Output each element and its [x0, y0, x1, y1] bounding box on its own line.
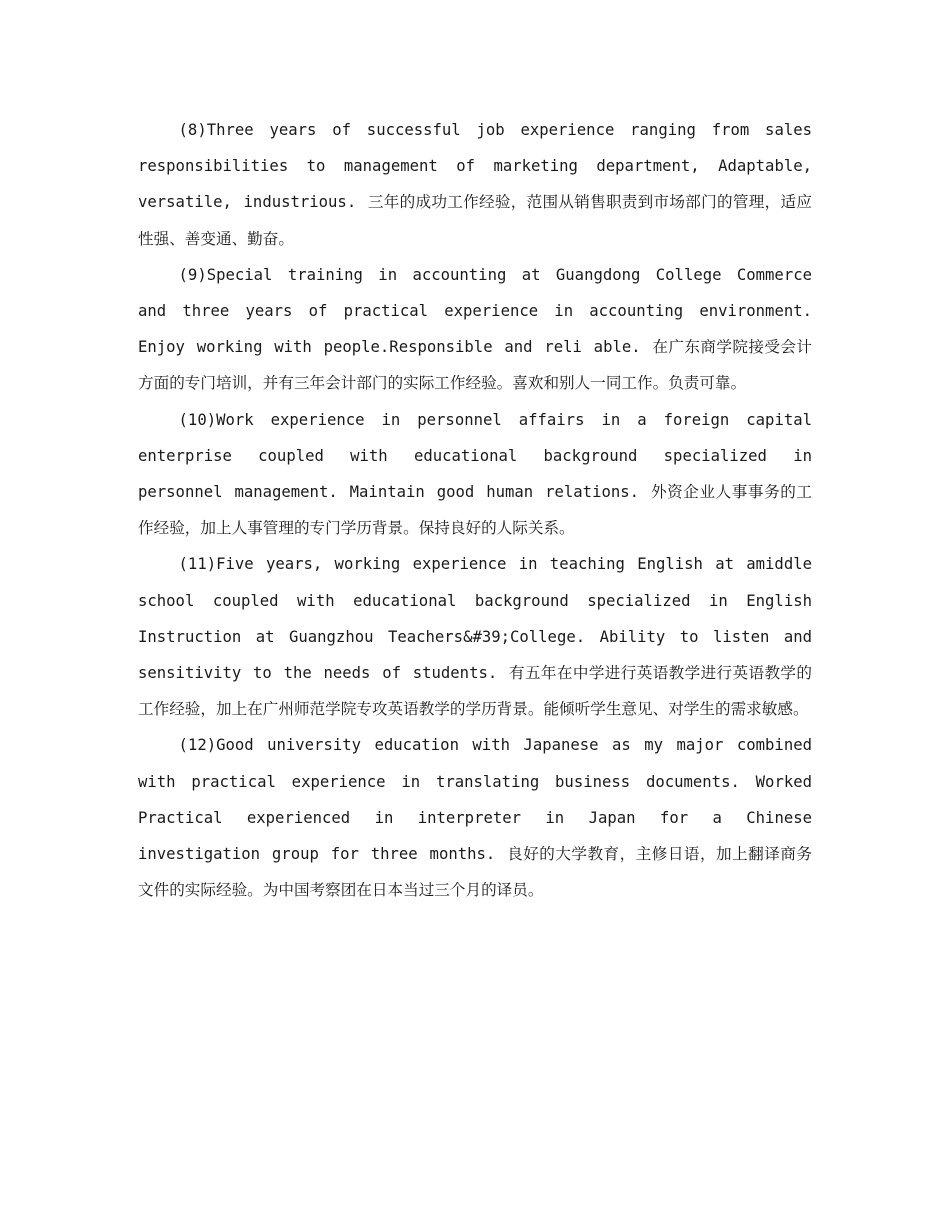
paragraph-11: (11)Five years, working experience in teaching English at amiddle school coupled with educational background specialized in English Instruction at Guangzhou Teachers&#39;College. Ability to listen and sensitivity to the needs of students. 有五年在中学进行英语教学进行英语教学的工作经验，加上在广州师范学院专攻英语教学的学历背景。能倾听学生意见、对学生的需求敏感。 — [138, 555, 812, 719]
paragraph-12: (12)Good university education with Japanese as my major combined with practical experience in translating business documents. Worked Practical experienced in interpreter in Japan for a Chinese investigation group for three months. 良好的大学教育，主修日语，加上翻译商务文件的实际经验。为中国考察团在日本当过三个月的译员。 — [138, 736, 812, 900]
paragraph-8: (8)Three years of successful job experience ranging from sales responsibilities to management of marketing department, Adaptable, versatile, industrious. 三年的成功工作经验，范围从销售职责到市场部门的管理，适应性强、善变通、勤奋。 — [138, 121, 812, 248]
paragraph-9: (9)Special training in accounting at Guangdong College Commerce and three years of practical experience in accounting environment. Enjoy working with people.Responsible and reli able. 在广东商学院接受会计方面的专门培训，并有三年会计部门的实际工作经验。喜欢和别人一同工作。负责可靠。 — [138, 265, 812, 393]
paragraph-10: (10)Work experience in personnel affairs in a foreign capital enterprise coupled with educational background specialized in personnel management. Maintain good human relations. 外资企业人事事务的工作经验，加上人事管理的专门学历背景。保持良好的人际关系。 — [138, 410, 812, 538]
